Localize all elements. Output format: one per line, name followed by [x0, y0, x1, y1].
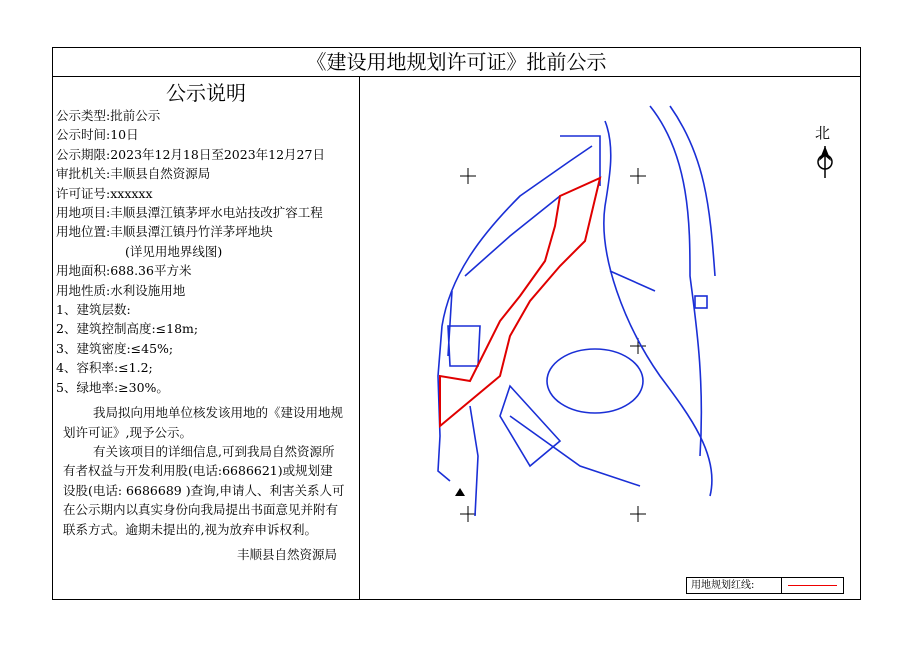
page-title: 《建设用地规划许可证》批前公示 [53, 48, 860, 77]
indicator-height: 2、建筑控制高度:≤18m; [56, 321, 199, 337]
legend [686, 577, 844, 594]
indicator-green: 5、绿地率:≥30%。 [56, 379, 169, 395]
indicator-far: 4、容积率:≤1.2; [56, 360, 153, 376]
legend-redline-swatch [782, 578, 843, 593]
survey-lines [438, 106, 715, 516]
site-plan-drawing [360, 76, 860, 599]
field-period: 公示期限:2023年12月18日至2023年12月27日 [56, 146, 325, 162]
field-project: 用地项目:丰顺县潭江镇茅坪水电站技改扩容工程 [56, 205, 323, 221]
field-area: 用地面积:688.36平方米 [56, 263, 192, 279]
notice-panel [53, 76, 360, 599]
survey-point-icon [455, 488, 465, 496]
planning-redline [440, 178, 600, 426]
indicator-floors: 1、建筑层数: [56, 302, 131, 318]
indicator-density: 3、建筑密度:≤45%; [56, 340, 174, 356]
field-location: 用地位置:丰顺县潭江镇丹竹洋茅坪地块 [56, 224, 273, 240]
notice-frame [52, 47, 861, 600]
north-arrow-icon [818, 146, 832, 178]
site-plan-map [360, 76, 860, 599]
field-duration: 公示时间:10日 [56, 127, 139, 143]
location-note: (详见用地界线图) [125, 243, 223, 259]
legend-label: 用地规划红线: [687, 578, 782, 593]
notice-heading: 公示说明 [166, 81, 246, 105]
signature: 丰顺县自然资源局 [236, 546, 337, 562]
field-land-use: 用地性质:水利设施用地 [56, 282, 186, 298]
notice-paragraph-2: 有关该项目的详细信息,可到我局自然资源所有者权益与开发利用股(电话:6686621)或规划建设股(电话: 6686689 )查询,申请人、利害关系人可在公示期内以真实身份向我局提出书面意见并附有联系方式。逾期未提出的,视为放弃申诉权利。 [63, 443, 345, 537]
north-label: 北 [815, 124, 831, 142]
field-license-no: 许可证号:xxxxxx [56, 185, 153, 201]
field-type: 公示类型:批前公示 [56, 108, 161, 123]
notice-paragraph-1: 我局拟向用地单位核发该用地的《建设用地规划许可证》,现予公示。 [63, 405, 344, 440]
field-authority: 审批机关:丰顺县自然资源局 [56, 166, 211, 182]
